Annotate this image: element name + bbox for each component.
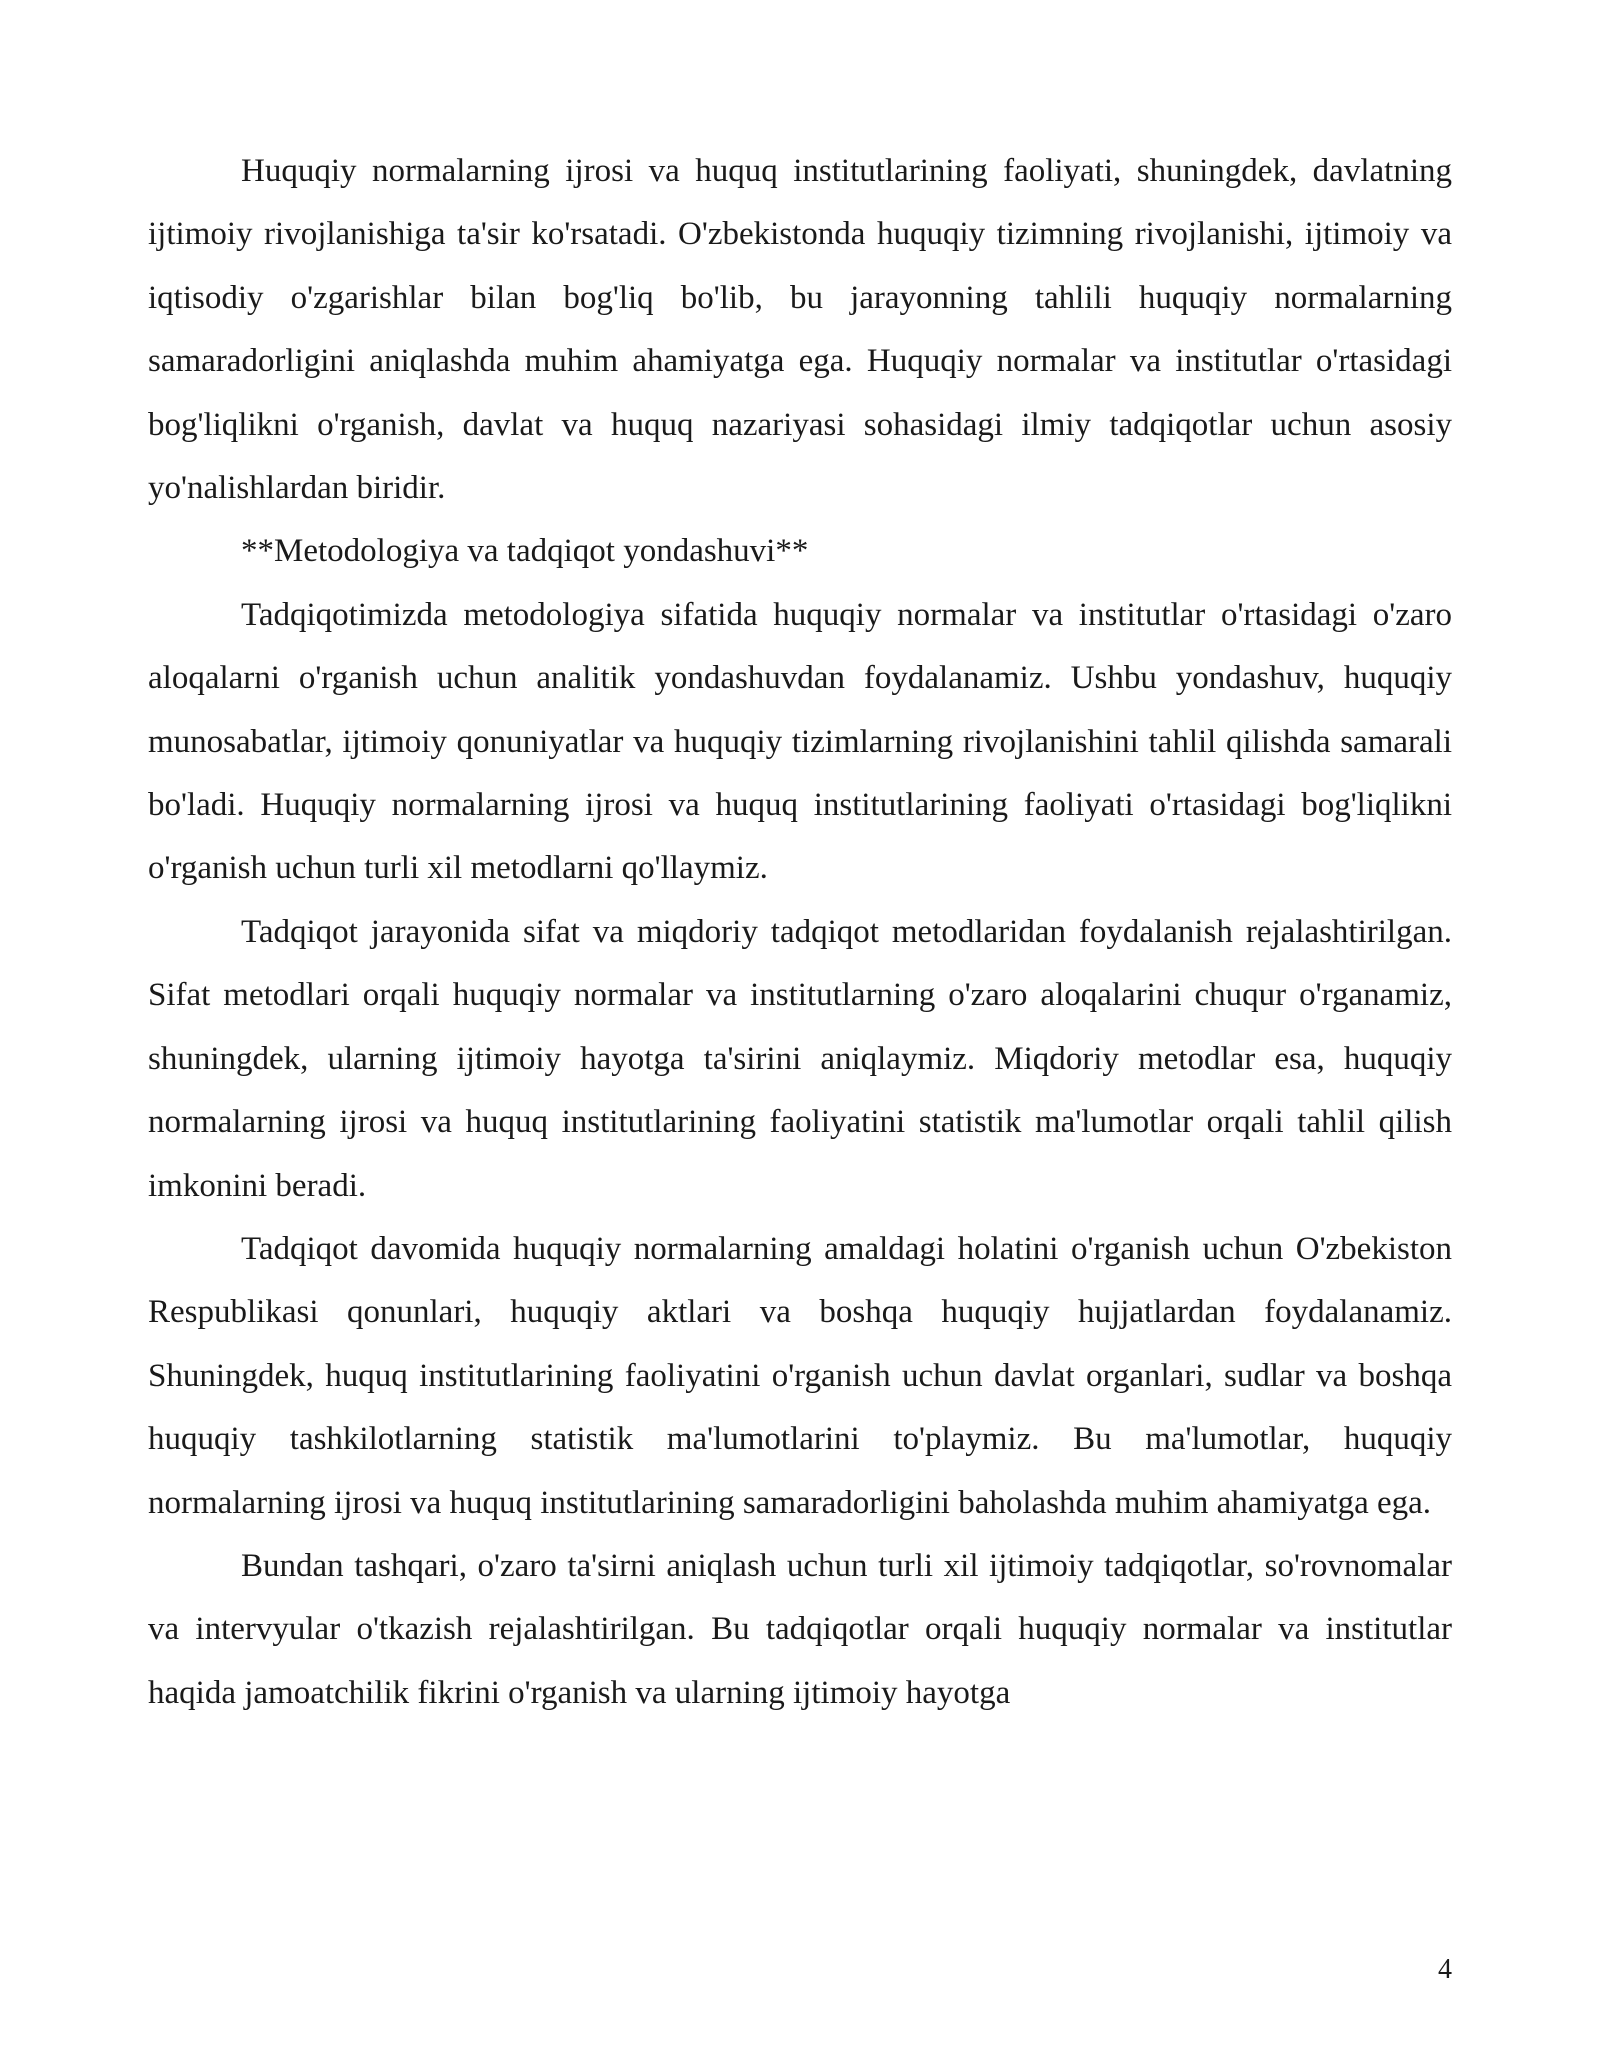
page-number: 4	[1438, 1954, 1452, 1985]
paragraph-methods: Tadqiqot jarayonida sifat va miqdoriy tadqiqot metodlaridan foydalanish rejalashtirilgan. Sifat metodlari orqali huquqiy normalar va institutlarning o'zaro aloqalarini chuqur o'rganamiz, shuningdek, ularning ijtimoiy hayotga ta'sirini aniqlaymiz. Miqdoriy metodlar esa, huquqiy normalarning ijrosi va huquq institutlarining faoliyatini statistik ma'lumotlar orqali tahlil qilish imkonini beradi.	[148, 913, 1452, 1204]
page-body	[148, 140, 1452, 1725]
paragraph-intro: Huquqiy normalarning ijrosi va huquq institutlarining faoliyati, shuningdek, davlatning ijtimoiy rivojlanishiga ta'sir ko'rsatadi. O'zbekistonda huquqiy tizimning rivojlanishi, ijtimoiy va iqtisodiy o'zgarishlar bilan bog'liq bo'lib, bu jarayonning tahlili huquqiy normalarning samaradorligini aniqlashda muhim ahamiyatga ega. Huquqiy normalar va institutlar o'rtasidagi bog'liqlikni o'rganish, davlat va huquq nazariyasi sohasidagi ilmiy tadqiqotlar uchun asosiy yo'nalishlardan biridir.	[148, 153, 1452, 507]
paragraph-methodology: Tadqiqotimizda metodologiya sifatida huquqiy normalar va institutlar o'rtasidagi o'zaro aloqalarni o'rganish uchun analitik yondashuvdan foydalanamiz. Ushbu yondashuv, huquqiy munosabatlar, ijtimoiy qonuniyatlar va huquqiy tizimlarning rivojlanishini tahlil qilishda samarali bo'ladi. Huquqiy normalarning ijrosi va huquq institutlarining faoliyati o'rtasidagi bog'liqlikni o'rganish uchun turli xil metodlarni qo'llaymiz.	[148, 596, 1452, 887]
paragraph-sources: Tadqiqot davomida huquqiy normalarning amaldagi holatini o'rganish uchun O'zbekiston Respublikasi qonunlari, huquqiy aktlari va boshqa huquqiy hujjatlardan foydalanamiz. Shuningdek, huquq institutlarining faoliyatini o'rganish uchun davlat organlari, sudlar va boshqa huquqiy tashkilotlarning statistik ma'lumotlarini to'playmiz. Bu ma'lumotlar, huquqiy normalarning ijrosi va huquq institutlarining samaradorligini baholashda muhim ahamiyatga ega.	[148, 1230, 1452, 1521]
section-heading: **Metodologiya va tadqiqot yondashuvi**	[241, 533, 809, 570]
paragraph-surveys: Bundan tashqari, o'zaro ta'sirni aniqlash uchun turli xil ijtimoiy tadqiqotlar, so'rovnomalar va intervyular o'tkazish rejalashtirilgan. Bu tadqiqotlar orqali huquqiy normalar va institutlar haqida jamoatchilik fikrini o'rganish va ularning ijtimoiy hayotga	[148, 1547, 1452, 1711]
